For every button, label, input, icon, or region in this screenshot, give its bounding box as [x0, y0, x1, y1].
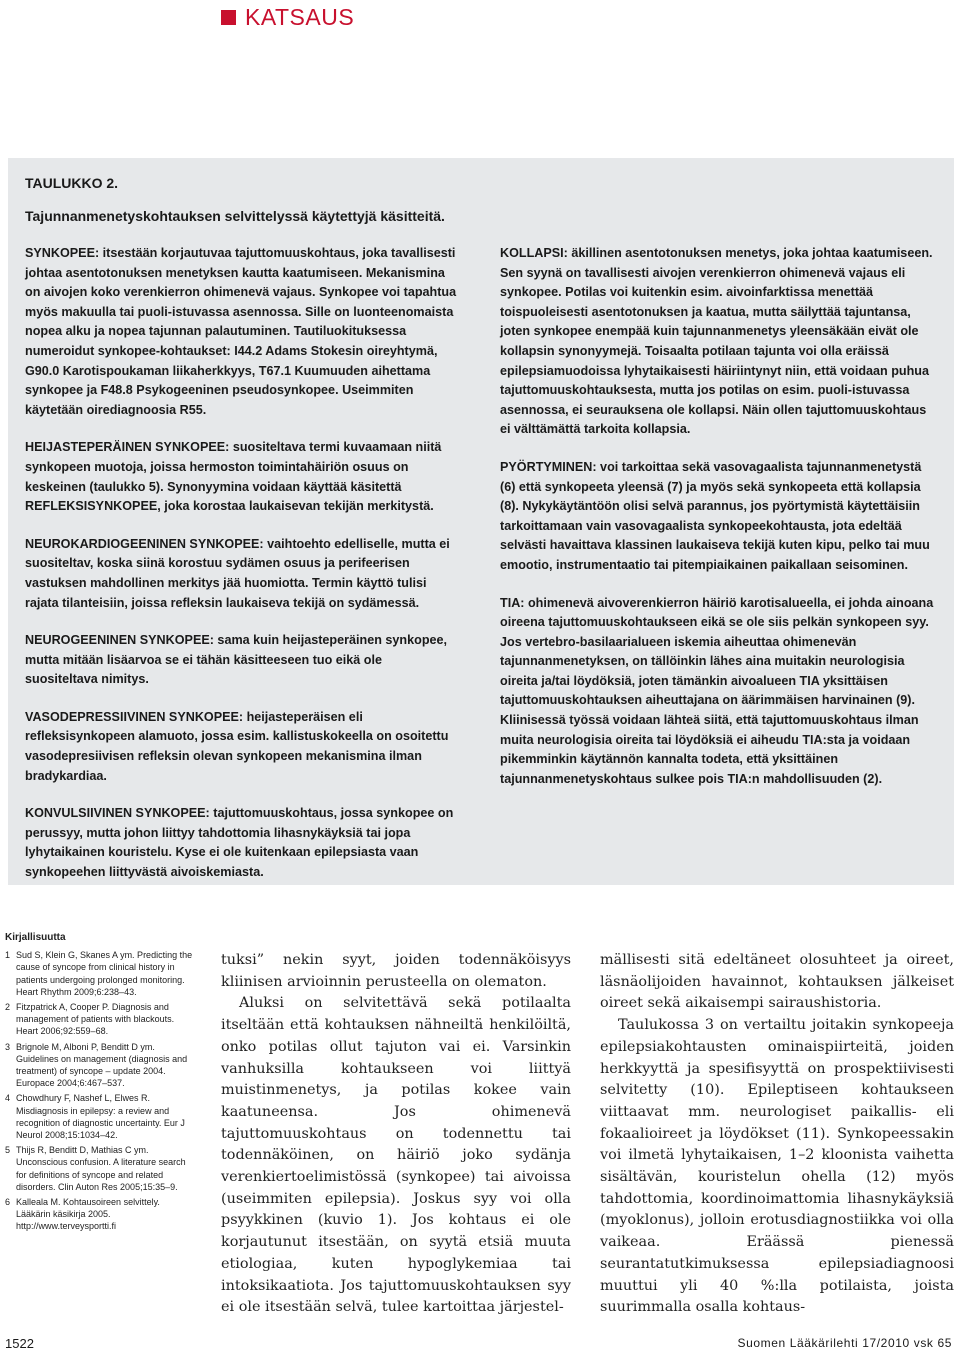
table-entry	[500, 594, 936, 790]
table-entry	[25, 708, 458, 786]
reference-number: 4	[5, 1093, 11, 1104]
reference-number: 2	[5, 1002, 11, 1013]
page-number: 1522	[5, 1336, 34, 1351]
entry-text: suositeltava termi kuvaamaan niitä synkopeen muotoja, joissa hermoston toimintahäiriön osuus on keskeinen (taulukko 5). Synonyymina voidaan käyttää käsitettä REFLEKSISYNKOPEE, joka korostaa laukaisevan tekijän merkitystä.	[25, 440, 442, 514]
table-number: TAULUKKO 2.	[25, 175, 119, 191]
reference-item	[5, 1196, 195, 1233]
reference-item	[5, 949, 195, 998]
body-column-1	[221, 950, 571, 1319]
table-left-column	[25, 244, 458, 901]
entry-text: sama kuin heijasteperäinen synkopee, mutta mitään lisäarvoa se ei tähän käsitteeseen tuo eikä ole suositeltava nimitys.	[25, 633, 448, 687]
reference-item	[5, 1144, 195, 1193]
reference-text: Fitzpatrick A, Cooper P. Diagnosis and management of patients with blackouts. Heart 2006;92:559–68.	[16, 1002, 175, 1037]
reference-text: Sud S, Klein G, Skanes A ym. Predicting the cause of syncope from clinical history in patients undergoing prolonged monitoring. Heart Rhythm 2009;6:238–43.	[16, 950, 193, 997]
entry-text: itsestään korjautuvaa tajuttomuuskohtaus, joka tavallisesti johtaa asentotonuksen menetyksen kautta kaatumiseen. Mekanismina on aivojen koko verenkierron ohimenevä vajaus. Synkopee voi tapahtua myös makuulla tai puoli-istuvassa asennossa. Sille on luonteenomaista nopea alku ja nopea tajunnan palautuminen. Tautiluokituksessa numeroidut synkopee-kohtaukset: I44.2 Adams Stokesin oireyhtymä, G90.0 Karotispoukaman liikaherkkyys, T67.1 Kuumuuden aihettama synkopee ja F48.8 Psykogeeninen pseudosynkopee. Useimmiten käytetään oirediagnoosia R55.	[25, 246, 457, 417]
entry-term: NEUROGEENINEN SYNKOPEE:	[25, 633, 214, 648]
entry-text: ohimenevä aivoverenkierron häiriö karotisalueella, ei johda ainoana oireena tajuttomuuskohtaukseen eikä se ole siis pelkän synkopeen syy. Jos vertebro-basilaarialueen iskemia aiheuttaa ohimenevän tajunnanmenetyksen, on tällöinkin lähes aina muitakin neurologisia oireita ja/tai löydöksiä, joten tämänkin aivoalueen TIA yksittäisen tajuttomuuskohtauksen aiheuttajana on äärimmäisen harvinainen (9). Kliinisessä työssä voidaan lähteä siitä, että tajuttomuuskohtaus ilman muita neurologisia oireita tai löydöksiä ei aiheudu TIA:sta ja voidaan pikemminkin käytännön kannalta todeta, että yksittäinen tajunnanmenetyskohtaus sulkee pois TIA:n mahdollisuuden (2).	[500, 595, 934, 786]
body-column-2	[600, 950, 954, 1319]
entry-text: vaihtoehto edelliselle, mutta ei suositeltav, koska siinä korostuu sydämen osuus ja perifeerisen vastuksen mahdollinen merkitys jää huomiotta. Termin käyttö tulisi rajata tilanteisiin, joissa refleksin laukaiseva tekijä on sydämessä.	[25, 536, 450, 610]
table-entry	[25, 244, 458, 420]
table-title: Tajunnanmenetyskohtauksen selvittelyssä käytettyjä käsitteitä.	[25, 208, 445, 224]
body-paragraph: tuksi” nekin syyt, joiden todennäköisyys kliinisen arvioinnin perusteella on olematon.	[221, 952, 571, 990]
reference-item	[5, 1041, 195, 1090]
reference-number: 3	[5, 1041, 11, 1052]
references-title: Kirjallisuutta	[5, 932, 66, 943]
table-box	[8, 158, 954, 885]
reference-number: 6	[5, 1197, 11, 1208]
entry-term: NEUROKARDIOGEENINEN SYNKOPEE:	[25, 536, 264, 551]
table-entry	[25, 438, 458, 516]
entry-text: heijasteperäisen eli refleksisynkopeen alamuoto, jossa esim. kallistuskokeella on osoitettu vasodepresiivisen refleksin olevan synkopeen mekanismina ilman bradykardiaa.	[25, 709, 449, 783]
references	[5, 932, 195, 1236]
table-entry	[25, 631, 458, 690]
reference-number: 5	[5, 1145, 11, 1156]
reference-item	[5, 1001, 195, 1038]
entry-text: voi tarkoittaa sekä vasovagaalista tajunnanmenetystä (6) että synkopeeta yleensä (7) ja myös sekä synkopeeta että kollapsia (8). Nykykäytäntöön olisi selvä parannus, jos pyörtymistä käytettäisiin tarkoittamaan vain vasovagaalista synkopeekohtausta, jota edeltää selvästi havaittava klassinen laukaiseva tekijä kuten kipu, pelko tai muu emootio, instrumentaatio tai pitempiaikainen paikallaan seisominen.	[500, 459, 930, 572]
reference-text: Chowdhury F, Nashef L, Elwes R. Misdiagnosis in epilepsy: a review and recognition of diagnostic uncertainty. Eur J Neurol 2008;15:1034–42.	[16, 1093, 185, 1141]
entry-term: SYNKOPEE:	[25, 246, 100, 260]
table-entry	[500, 244, 936, 440]
entry-term: KOLLAPSI:	[500, 246, 568, 260]
journal-name: Suomen Lääkärilehti 17/2010 vsk 65	[737, 1336, 952, 1350]
table-entry	[25, 804, 458, 882]
table-entry	[500, 458, 936, 576]
entry-term: VASODEPRESSIIVINEN SYNKOPEE:	[25, 709, 244, 724]
reference-item	[5, 1092, 195, 1141]
section-label: KATSAUS	[245, 3, 355, 30]
table-right-column	[500, 244, 936, 807]
entry-text: tajuttomuuskohtaus, jossa synkopee on perussyy, mutta johon liittyy tahdottomia lihasnykäyksiä tai jopa lyhytaikainen kouristelu. Kyse ei ole kuitenkaan epilepsiasta vaan synkopeehen liittyvästä aivoiskemiasta.	[25, 806, 454, 880]
entry-term: PYÖRTYMINEN:	[500, 459, 597, 474]
entry-term: KONVULSIIVINEN SYNKOPEE:	[25, 806, 210, 821]
section-header	[221, 2, 354, 32]
reference-text: Brignole M, Alboni P, Benditt D ym. Guidelines on management (diagnosis and treatment) of syncope – update 2004. Europace 2004;6:467–537.	[16, 1041, 188, 1089]
body-paragraph: mällisesti sitä edeltäneet olosuhteet ja oireet, läsnäolijoiden havainnot, kohtauksen jälkeiset oireet sekä aikaisempi sairaushistoria.	[600, 952, 954, 1012]
entry-text: äkillinen asentotonuksen menetys, joka johtaa kaatumiseen. Sen syynä on tavallisesti aivojen verenkierron ohimenevä vajaus eli synkopee. Potilas voi kuitenkin esim. aivoinfarktissa menettää toispuoleisesti asentotonuksen ja kaatua, mutta säilyttää tajuntansa, joten synkopee enempää kuin tajunnanmenetys yleensäkään eivät ole kollapsin synonyymejä. Toisaalta potilaan tajunta voi olla eräissä epilepsiamuodoissa lyhytaikaisesti häiriintynyt niin, että voidaan puhua tajuttomuuskohtauksesta, mutta jos potilas on esim. puoli-istuvassa asennossa, ei seurauksena ole kollapsi. Näin ollen tajuttomuuskohtaus ei välttämättä tarkoita kollapsia.	[500, 246, 933, 437]
section-marker-square	[221, 10, 236, 25]
reference-text: Thijs R, Benditt D, Mathias C ym. Unconscious confusion. A literature search for definitions of syncope and related disorders. Clin Auton Res 2005;15:35–9.	[16, 1145, 186, 1192]
table-entry	[25, 535, 458, 613]
body-paragraph: Taulukossa 3 on vertailtu joitakin synkopeeja epilepsiakohtausten ominaispiirteitä, joiden herkkyyttä ja spesifisyyttä on prospektiivisesti selvitetty (10). Epileptiseen kohtaukseen viittaavat mm. neurologiset paikallis- eli fokaalioireet ja löydökset (11). Synkopeessakin voi ilmetä lyhytaikaisen, 1–2 kloonista vaihetta sisältävän, kouristelun ohella (12) myös tahdottomia, koordinoimattomia lihasnykäyksiä (myoklonus), jolloin erotusdiagnostiikka voi olla vaikeaa. Eräässä pienessä seurantatutkimuksessa epilepsiadiagnoosi muuttui yli 40 %:lla potilaista, joista suurimmalla osalla kohtaus-	[600, 1017, 954, 1316]
reference-text: Kalleala M. Kohtausoireen selvittely. Lääkärin käsikirja 2005. http://www.terveysportti.fi	[16, 1197, 160, 1232]
entry-term: HEIJASTEPERÄINEN SYNKOPEE:	[25, 440, 230, 455]
body-paragraph: Aluksi on selvitettävä sekä potilaalta itseltään että kohtauksen nähneiltä henkilöiltä, onko potilas ollut tajuton vai ei. Varsinkin vanhuksilla kohtaukseen voi liittyä muistinmenetys, ja potilas kokee vain kaatuneensa. Jos ohimenevä tajuttomuuskohtaus on todennettu tai todennäköinen, on häiriö joko sydänja verenkiertoelimistössä (synkopee) tai aivoissa (useimmiten epilepsia). Joskus syy voi olla psyykkinen (kuvio 1). Jos kohtaus ei ole korjautunut itsestään, on syytä etsiä muuta etiologiaa, kuten hypoglykemiaa tai intoksikaatiota. Jos tajuttomuuskohtauksen syy ei ole itsestään selvä, tulee kartoittaa järjestel-	[221, 995, 571, 1316]
reference-number: 1	[5, 950, 11, 961]
entry-term: TIA:	[500, 595, 525, 610]
